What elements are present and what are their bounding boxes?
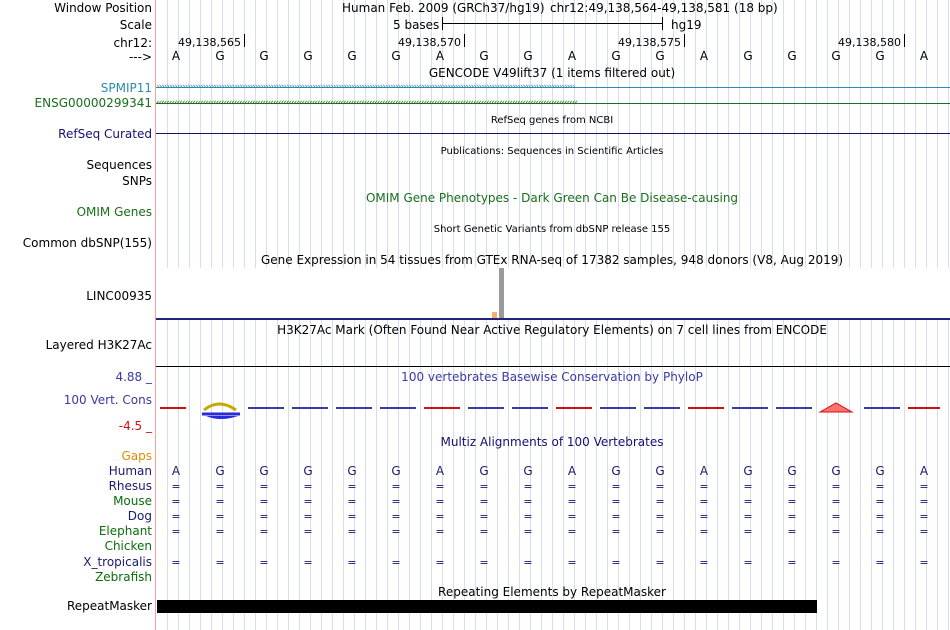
human-base-letter: G: [787, 464, 797, 478]
alignment-match-mark: =: [919, 495, 929, 508]
alignment-match-mark: =: [171, 525, 181, 538]
cons-peak-red: [820, 403, 852, 412]
cons-max: 4.88 _: [115, 370, 152, 384]
species-label-dog[interactable]: Dog: [127, 509, 152, 523]
alignment-match-mark: =: [743, 510, 753, 523]
alignment-match-mark: =: [259, 556, 269, 569]
dbsnp-label[interactable]: Common dbSNP(155): [22, 236, 152, 250]
alignment-match-mark: =: [787, 495, 797, 508]
alignment-match-mark: =: [303, 525, 313, 538]
human-base-letter: A: [171, 464, 181, 478]
base-letter: G: [479, 49, 489, 63]
alignment-match-mark: =: [391, 525, 401, 538]
alignment-match-mark: =: [303, 510, 313, 523]
alignment-match-mark: =: [875, 556, 885, 569]
alignment-match-mark: =: [391, 510, 401, 523]
sequences-label[interactable]: Sequences: [86, 158, 152, 172]
alignment-match-mark: =: [391, 556, 401, 569]
pubs-title[interactable]: Publications: Sequences in Scientific Articles: [440, 146, 664, 157]
alignment-match-mark: =: [787, 480, 797, 493]
alignment-match-mark: =: [743, 556, 753, 569]
alignment-match-mark: =: [699, 510, 709, 523]
alignment-match-mark: =: [699, 525, 709, 538]
gtex-label[interactable]: LINC00935: [86, 289, 152, 303]
human-base-letter: G: [347, 464, 357, 478]
alignment-match-mark: =: [655, 495, 665, 508]
alignment-match-mark: =: [215, 510, 225, 523]
human-base-letter: G: [303, 464, 313, 478]
gtex-graph[interactable]: [156, 268, 950, 320]
human-base-letter: G: [479, 464, 489, 478]
db-label: hg19: [671, 18, 702, 32]
alignment-match-mark: =: [699, 556, 709, 569]
snps-label[interactable]: SNPs: [122, 174, 152, 188]
spmip11-label[interactable]: SPMIP11: [100, 81, 152, 95]
alignment-match-mark: =: [919, 525, 929, 538]
human-base-letter: G: [215, 464, 225, 478]
coord-tick-4: [904, 34, 905, 47]
alignment-match-mark: =: [875, 510, 885, 523]
alignment-match-mark: =: [655, 480, 665, 493]
alignment-match-mark: =: [391, 495, 401, 508]
alignment-match-mark: =: [523, 556, 533, 569]
species-label-mouse[interactable]: Mouse: [113, 494, 152, 508]
coord-tick-1: [244, 34, 245, 47]
alignment-match-mark: =: [435, 495, 445, 508]
alignment-match-mark: =: [347, 480, 357, 493]
alignment-match-mark: =: [303, 556, 313, 569]
alignment-match-mark: =: [611, 495, 621, 508]
alignment-match-mark: =: [611, 510, 621, 523]
human-base-letter: G: [875, 464, 885, 478]
ensg-label[interactable]: ENSG00000299341: [34, 96, 152, 110]
base-letter: G: [831, 49, 841, 63]
alignment-match-mark: =: [655, 556, 665, 569]
alignment-match-mark: =: [743, 480, 753, 493]
alignment-match-mark: =: [303, 480, 313, 493]
alignment-match-mark: =: [391, 480, 401, 493]
species-label-chicken[interactable]: Chicken: [104, 539, 152, 553]
alignment-match-mark: =: [347, 495, 357, 508]
alignment-match-mark: =: [831, 556, 841, 569]
base-letter: G: [347, 49, 357, 63]
alignment-match-mark: =: [523, 495, 533, 508]
base-letter: A: [919, 49, 929, 63]
alignment-match-mark: =: [171, 480, 181, 493]
species-label-gaps[interactable]: Gaps: [121, 449, 152, 463]
human-base-letter: G: [831, 464, 841, 478]
alignment-match-mark: =: [655, 525, 665, 538]
alignment-match-mark: =: [259, 480, 269, 493]
alignment-match-mark: =: [479, 556, 489, 569]
assembly-label: Human Feb. 2009 (GRCh37/hg19): [342, 1, 545, 15]
base-letter: G: [391, 49, 401, 63]
alignment-match-mark: =: [611, 525, 621, 538]
alignment-match-mark: =: [435, 510, 445, 523]
coord-2: 49,138,570: [398, 36, 461, 49]
coord-tick-2: [464, 34, 465, 47]
species-label-elephant[interactable]: Elephant: [98, 524, 152, 538]
cons-min: -4.5 _: [118, 419, 152, 433]
rmsk-element-bar[interactable]: [157, 600, 817, 613]
alignment-match-mark: =: [435, 556, 445, 569]
alignment-match-mark: =: [523, 510, 533, 523]
alignment-match-mark: =: [215, 556, 225, 569]
rmsk-label[interactable]: RepeatMasker: [66, 599, 152, 613]
alignment-match-mark: =: [567, 525, 577, 538]
alignment-match-mark: =: [215, 480, 225, 493]
human-base-letter: G: [655, 464, 665, 478]
alignment-match-mark: =: [919, 480, 929, 493]
rmsk-title[interactable]: Repeating Elements by RepeatMasker: [438, 585, 666, 599]
species-label-rhesus[interactable]: Rhesus: [108, 479, 152, 493]
alignment-match-mark: =: [655, 510, 665, 523]
species-label-x_tropicalis[interactable]: X_tropicalis: [83, 555, 152, 569]
alignment-match-mark: =: [347, 525, 357, 538]
alignment-match-mark: =: [699, 495, 709, 508]
alignment-match-mark: =: [347, 556, 357, 569]
human-base-letter: A: [435, 464, 445, 478]
chrom-label: chr12:: [113, 36, 152, 50]
human-base-letter: A: [919, 464, 929, 478]
gtex-tissue-bar: [499, 268, 504, 318]
refseq-label[interactable]: RefSeq Curated: [58, 127, 152, 141]
alignment-match-mark: =: [479, 525, 489, 538]
gtex-title[interactable]: Gene Expression in 54 tissues from GTEx RNA-seq of 17382 samples, 948 donors (V8, Aug 2019): [260, 253, 844, 267]
alignment-match-mark: =: [171, 495, 181, 508]
omim-label[interactable]: OMIM Genes: [76, 205, 152, 219]
base-letter: G: [215, 49, 225, 63]
base-letter: A: [171, 49, 181, 63]
h3k27ac-baseline: [156, 366, 950, 367]
cons-peak-blue: [202, 404, 240, 419]
alignment-match-mark: =: [435, 525, 445, 538]
base-letter: A: [567, 49, 577, 63]
scale-label: Scale: [119, 18, 152, 32]
alignment-match-mark: =: [171, 556, 181, 569]
alignment-match-mark: =: [699, 480, 709, 493]
h3k27ac-label[interactable]: Layered H3K27Ac: [45, 338, 152, 352]
base-letter: G: [303, 49, 313, 63]
coord-4: 49,138,580: [838, 36, 901, 49]
alignment-match-mark: =: [435, 480, 445, 493]
dbsnp-title[interactable]: Short Genetic Variants from dbSNP release 155: [433, 224, 671, 235]
species-label-zebrafish[interactable]: Zebrafish: [95, 570, 152, 584]
multiz-title[interactable]: Multiz Alignments of 100 Vertebrates: [440, 435, 664, 449]
alignment-match-mark: =: [479, 480, 489, 493]
alignment-match-mark: =: [523, 480, 533, 493]
alignment-match-mark: =: [919, 556, 929, 569]
scale-bar: [442, 17, 663, 30]
alignment-match-mark: =: [567, 510, 577, 523]
alignment-match-mark: =: [479, 495, 489, 508]
base-letter: G: [743, 49, 753, 63]
cons-label[interactable]: 100 Vert. Cons: [63, 393, 152, 407]
alignment-match-mark: =: [567, 495, 577, 508]
alignment-match-mark: =: [919, 510, 929, 523]
gencode-title[interactable]: GENCODE V49lift37 (1 items filtered out): [428, 66, 676, 80]
base-letter: A: [699, 49, 709, 63]
base-letter: G: [259, 49, 269, 63]
human-base-letter: G: [523, 464, 533, 478]
refseq-gene-line[interactable]: [156, 133, 950, 134]
alignment-match-mark: =: [215, 525, 225, 538]
alignment-match-mark: =: [259, 510, 269, 523]
alignment-match-mark: =: [347, 510, 357, 523]
human-base-letter: G: [611, 464, 621, 478]
base-letter: G: [787, 49, 797, 63]
position-label: chr12:49,138,564-49,138,581 (18 bp): [550, 1, 778, 15]
human-base-letter: G: [391, 464, 401, 478]
cons-graph[interactable]: [156, 396, 950, 426]
alignment-match-mark: =: [875, 495, 885, 508]
refseq-title[interactable]: RefSeq genes from NCBI: [490, 115, 614, 126]
gtex-tissue-bar-small: [492, 312, 497, 318]
alignment-match-mark: =: [259, 495, 269, 508]
alignment-match-mark: =: [567, 556, 577, 569]
alignment-match-mark: =: [787, 525, 797, 538]
spmip11-strand-arrows: ›››››››››››››››››››››››››››››››››››››››››››››››››››››››››››››››››››››››››››››››››››››››››››››››››››››››››››››››››››››››››››››››››››››››››››››››››››››››››››››››››: [156, 82, 575, 92]
base-letter: G: [611, 49, 621, 63]
ensg-strand-arrows: ‹‹‹‹‹‹‹‹‹‹‹‹‹‹‹‹‹‹‹‹‹‹‹‹‹‹‹‹‹‹‹‹‹‹‹‹‹‹‹‹‹‹‹‹‹‹‹‹‹‹‹‹‹‹‹‹‹‹‹‹‹‹‹‹‹‹‹‹‹‹‹‹‹‹‹‹‹‹‹‹‹‹‹‹‹‹‹‹‹‹‹‹‹‹‹‹‹‹‹‹‹‹‹‹‹‹‹‹‹‹‹‹‹‹‹‹‹‹‹‹‹‹‹‹‹‹‹‹‹‹‹‹‹‹‹‹‹‹‹‹‹‹‹‹‹‹‹‹‹‹‹‹‹‹‹‹‹‹‹‹‹‹: [156, 98, 578, 108]
alignment-match-mark: =: [523, 525, 533, 538]
human-base-letter: A: [699, 464, 709, 478]
alignment-match-mark: =: [831, 510, 841, 523]
alignment-match-mark: =: [215, 495, 225, 508]
scale-text: 5 bases: [393, 18, 440, 32]
base-letter: G: [655, 49, 665, 63]
human-base-letter: G: [259, 464, 269, 478]
alignment-match-mark: =: [303, 495, 313, 508]
alignment-match-mark: =: [831, 480, 841, 493]
alignment-match-mark: =: [743, 495, 753, 508]
base-letter: A: [435, 49, 445, 63]
alignment-match-mark: =: [875, 525, 885, 538]
alignment-match-mark: =: [743, 525, 753, 538]
cons-title[interactable]: 100 vertebrates Basewise Conservation by PhyloP: [401, 370, 703, 384]
human-base-letter: A: [567, 464, 577, 478]
alignment-match-mark: =: [611, 556, 621, 569]
alignment-match-mark: =: [567, 480, 577, 493]
human-base-letter: G: [743, 464, 753, 478]
coord-1: 49,138,565: [178, 36, 241, 49]
base-letter: G: [523, 49, 533, 63]
omim-title[interactable]: OMIM Gene Phenotypes - Dark Green Can Be Disease-causing: [365, 191, 739, 205]
coord-3: 49,138,575: [618, 36, 681, 49]
base-letter: G: [875, 49, 885, 63]
species-label-human[interactable]: Human: [108, 464, 152, 478]
alignment-match-mark: =: [831, 495, 841, 508]
alignment-match-mark: =: [787, 556, 797, 569]
alignment-match-mark: =: [875, 480, 885, 493]
strand-label: --->: [128, 50, 152, 64]
alignment-match-mark: =: [787, 510, 797, 523]
alignment-match-mark: =: [831, 525, 841, 538]
coord-tick-3: [684, 34, 685, 47]
alignment-match-mark: =: [259, 525, 269, 538]
h3k27ac-title[interactable]: H3K27Ac Mark (Often Found Near Active Regulatory Elements) on 7 cell lines from ENCODE: [277, 323, 827, 337]
alignment-match-mark: =: [611, 480, 621, 493]
window-position-label: Window Position: [54, 1, 152, 15]
alignment-match-mark: =: [171, 510, 181, 523]
alignment-match-mark: =: [479, 510, 489, 523]
